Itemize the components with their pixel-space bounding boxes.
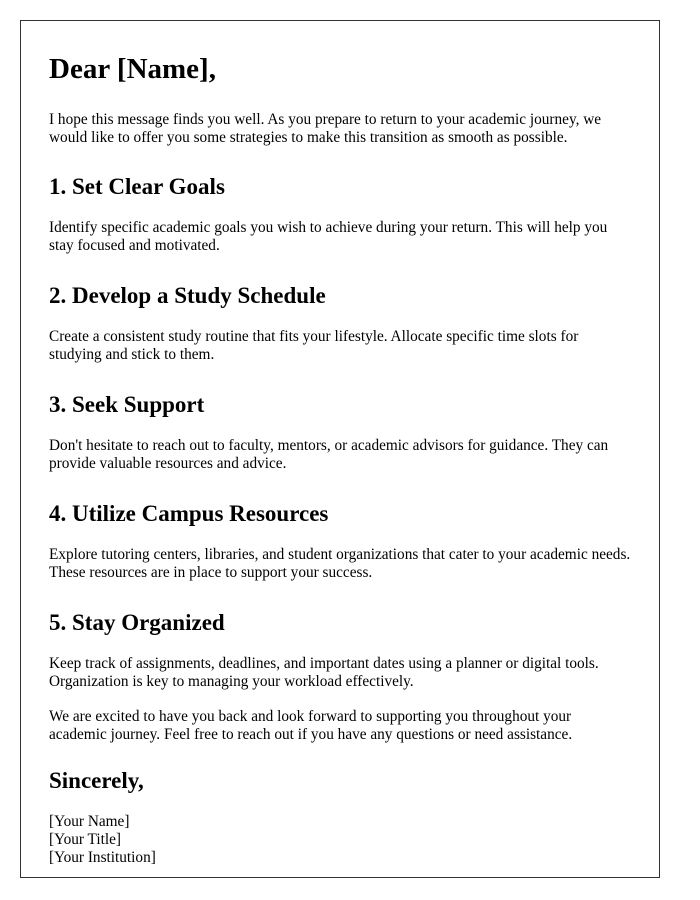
closing-salutation: Sincerely,: [49, 768, 144, 793]
section-heading-organized: 5. Stay Organized: [49, 610, 225, 635]
signature-institution: [Your Institution]: [49, 849, 156, 866]
section-body-resources: Explore tutoring centers, libraries, and student organizations that cater to your academic needs. These resources are in place to support your success.: [49, 546, 631, 581]
closing-paragraph: We are excited to have you back and look forward to supporting you throughout your academic journey. Feel free to reach out if you have any questions or need assistance.: [49, 708, 573, 743]
section-body-organized: Keep track of assignments, deadlines, and important dates using a planner or digital tools. Organization is key to managing your workload effectively.: [49, 655, 599, 690]
section-body-support: Don't hesitate to reach out to faculty, mentors, or academic advisors for guidance. They can provide valuable resources and advice.: [49, 437, 609, 472]
section-body-goals: Identify specific academic goals you wish to achieve during your return. This will help you stay focused and motivated.: [49, 219, 608, 254]
greeting: Dear [Name],: [49, 53, 216, 85]
section-body-schedule: Create a consistent study routine that fits your lifestyle. Allocate specific time slots for studying and stick to them.: [49, 328, 579, 363]
section-heading-resources: 4. Utilize Campus Resources: [49, 501, 329, 526]
section-heading-schedule: 2. Develop a Study Schedule: [49, 283, 326, 308]
section-heading-goals: 1. Set Clear Goals: [49, 174, 225, 199]
signature-title: [Your Title]: [49, 831, 121, 848]
section-heading-support: 3. Seek Support: [49, 392, 205, 417]
letter: [20, 20, 660, 878]
intro-paragraph: I hope this message finds you well. As you prepare to return to your academic journey, we would like to offer you some strategies to make this transition as smooth as possible.: [49, 111, 602, 146]
signature-name: [Your Name]: [49, 813, 130, 830]
signature-block: [49, 813, 631, 867]
